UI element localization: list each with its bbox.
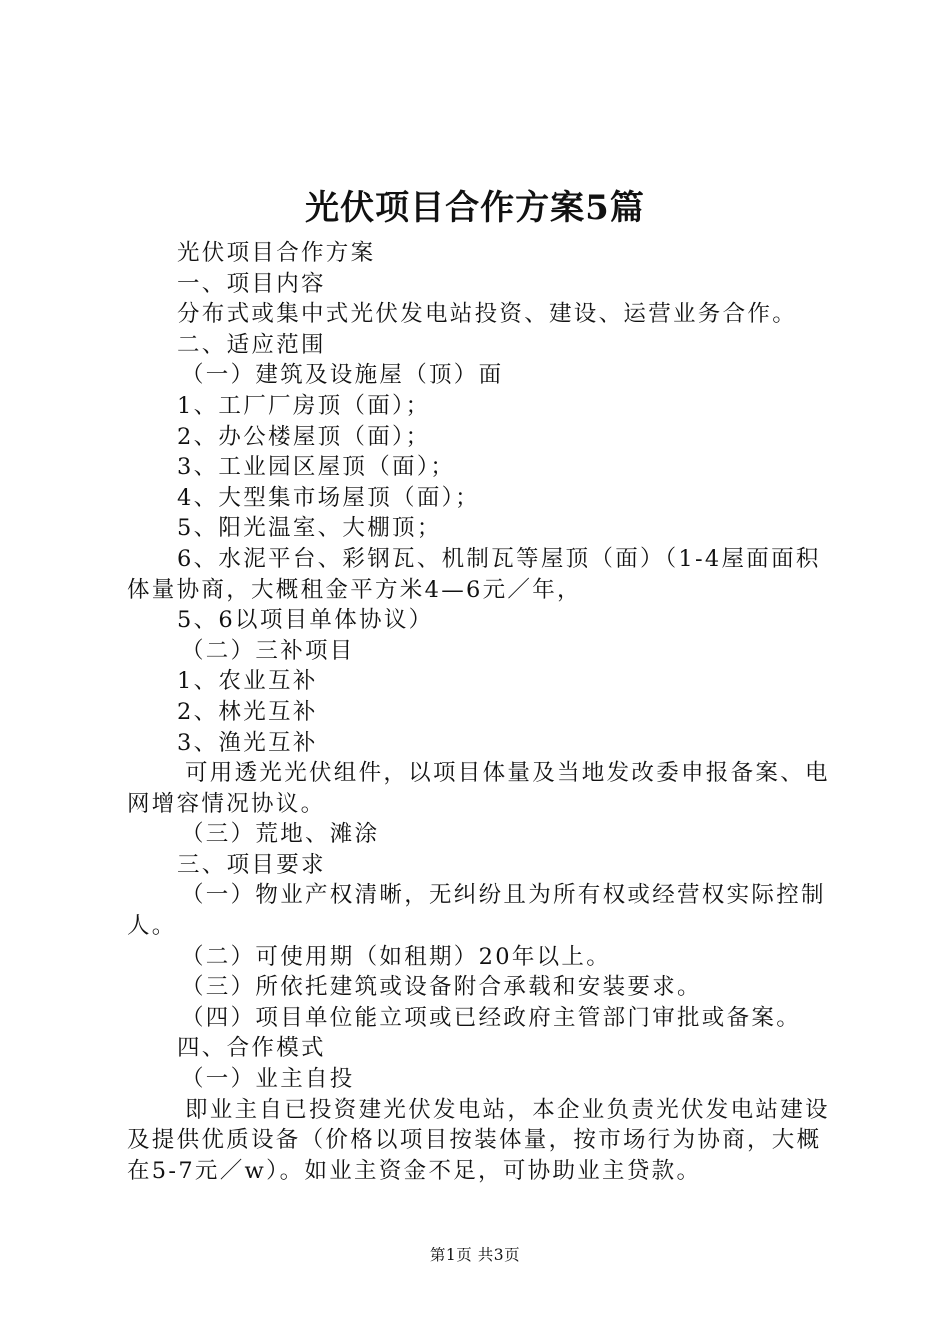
paragraph: 3、渔光互补 <box>177 729 318 756</box>
paragraph: 分布式或集中式光伏发电站投资、建设、运营业务合作。 <box>177 301 798 328</box>
paragraph: （一）建筑及设施屋（顶）面 <box>181 362 504 389</box>
paragraph: （三）荒地、滩涂 <box>181 821 380 848</box>
paragraph: 1、农业互补 <box>177 668 318 695</box>
paragraph: 1、工厂厂房顶（面）； <box>177 392 431 419</box>
paragraph: 6、水泥平台、彩钢瓦、机制瓦等屋顶（面）（1-4屋面面积体量协商，大概租金平方米4—6元／年， <box>127 545 821 603</box>
paragraph: 光伏项目合作方案 <box>177 240 376 266</box>
paragraph: （四）项目单位能立项或已经政府主管部门审批或备案。 <box>181 1004 802 1031</box>
paragraph: 4、大型集市场屋顶（面）； <box>177 484 480 511</box>
paragraph: 2、办公楼屋顶（面）； <box>177 423 431 450</box>
paragraph: 二、适应范围 <box>177 331 326 358</box>
paragraph: （二）三补项目 <box>181 637 355 664</box>
paragraph: 可用透光光伏组件，以项目体量及当地发改委申报备案、电网增容情况协议。 <box>127 760 830 817</box>
paragraph: 5、阳光温室、大棚顶； <box>177 515 442 542</box>
paragraph: 2、林光互补 <box>177 698 318 725</box>
paragraph: 5、6以项目单体协议） <box>177 607 434 634</box>
paragraph: 一、项目内容 <box>177 270 326 297</box>
document-title: 光伏项目合作方案5篇 <box>305 188 645 228</box>
paragraph: （一）业主自投 <box>181 1066 355 1093</box>
paragraph: （一）物业产权清晰，无纠纷且为所有权或经营权实际控制人。 <box>127 882 826 940</box>
page-footer: 第1页 共3页 <box>429 1246 521 1264</box>
paragraph: 即业主自已投资建光伏发电站，本企业负责光伏发电站建设及提供优质设备（价格以项目按装体量，按市场行为协商，大概在5-7元／w）。如业主资金不足，可协助业主贷款。 <box>127 1096 830 1184</box>
paragraph: 3、工业园区屋顶（面）； <box>177 454 456 481</box>
paragraph: （二）可使用期（如租期）20年以上。 <box>181 943 612 970</box>
document-body <box>127 238 837 1186</box>
paragraph: 三、项目要求 <box>177 851 326 878</box>
paragraph: 四、合作模式 <box>177 1035 326 1062</box>
paragraph: （三）所依托建筑或设备附合承载和安装要求。 <box>181 974 702 1001</box>
